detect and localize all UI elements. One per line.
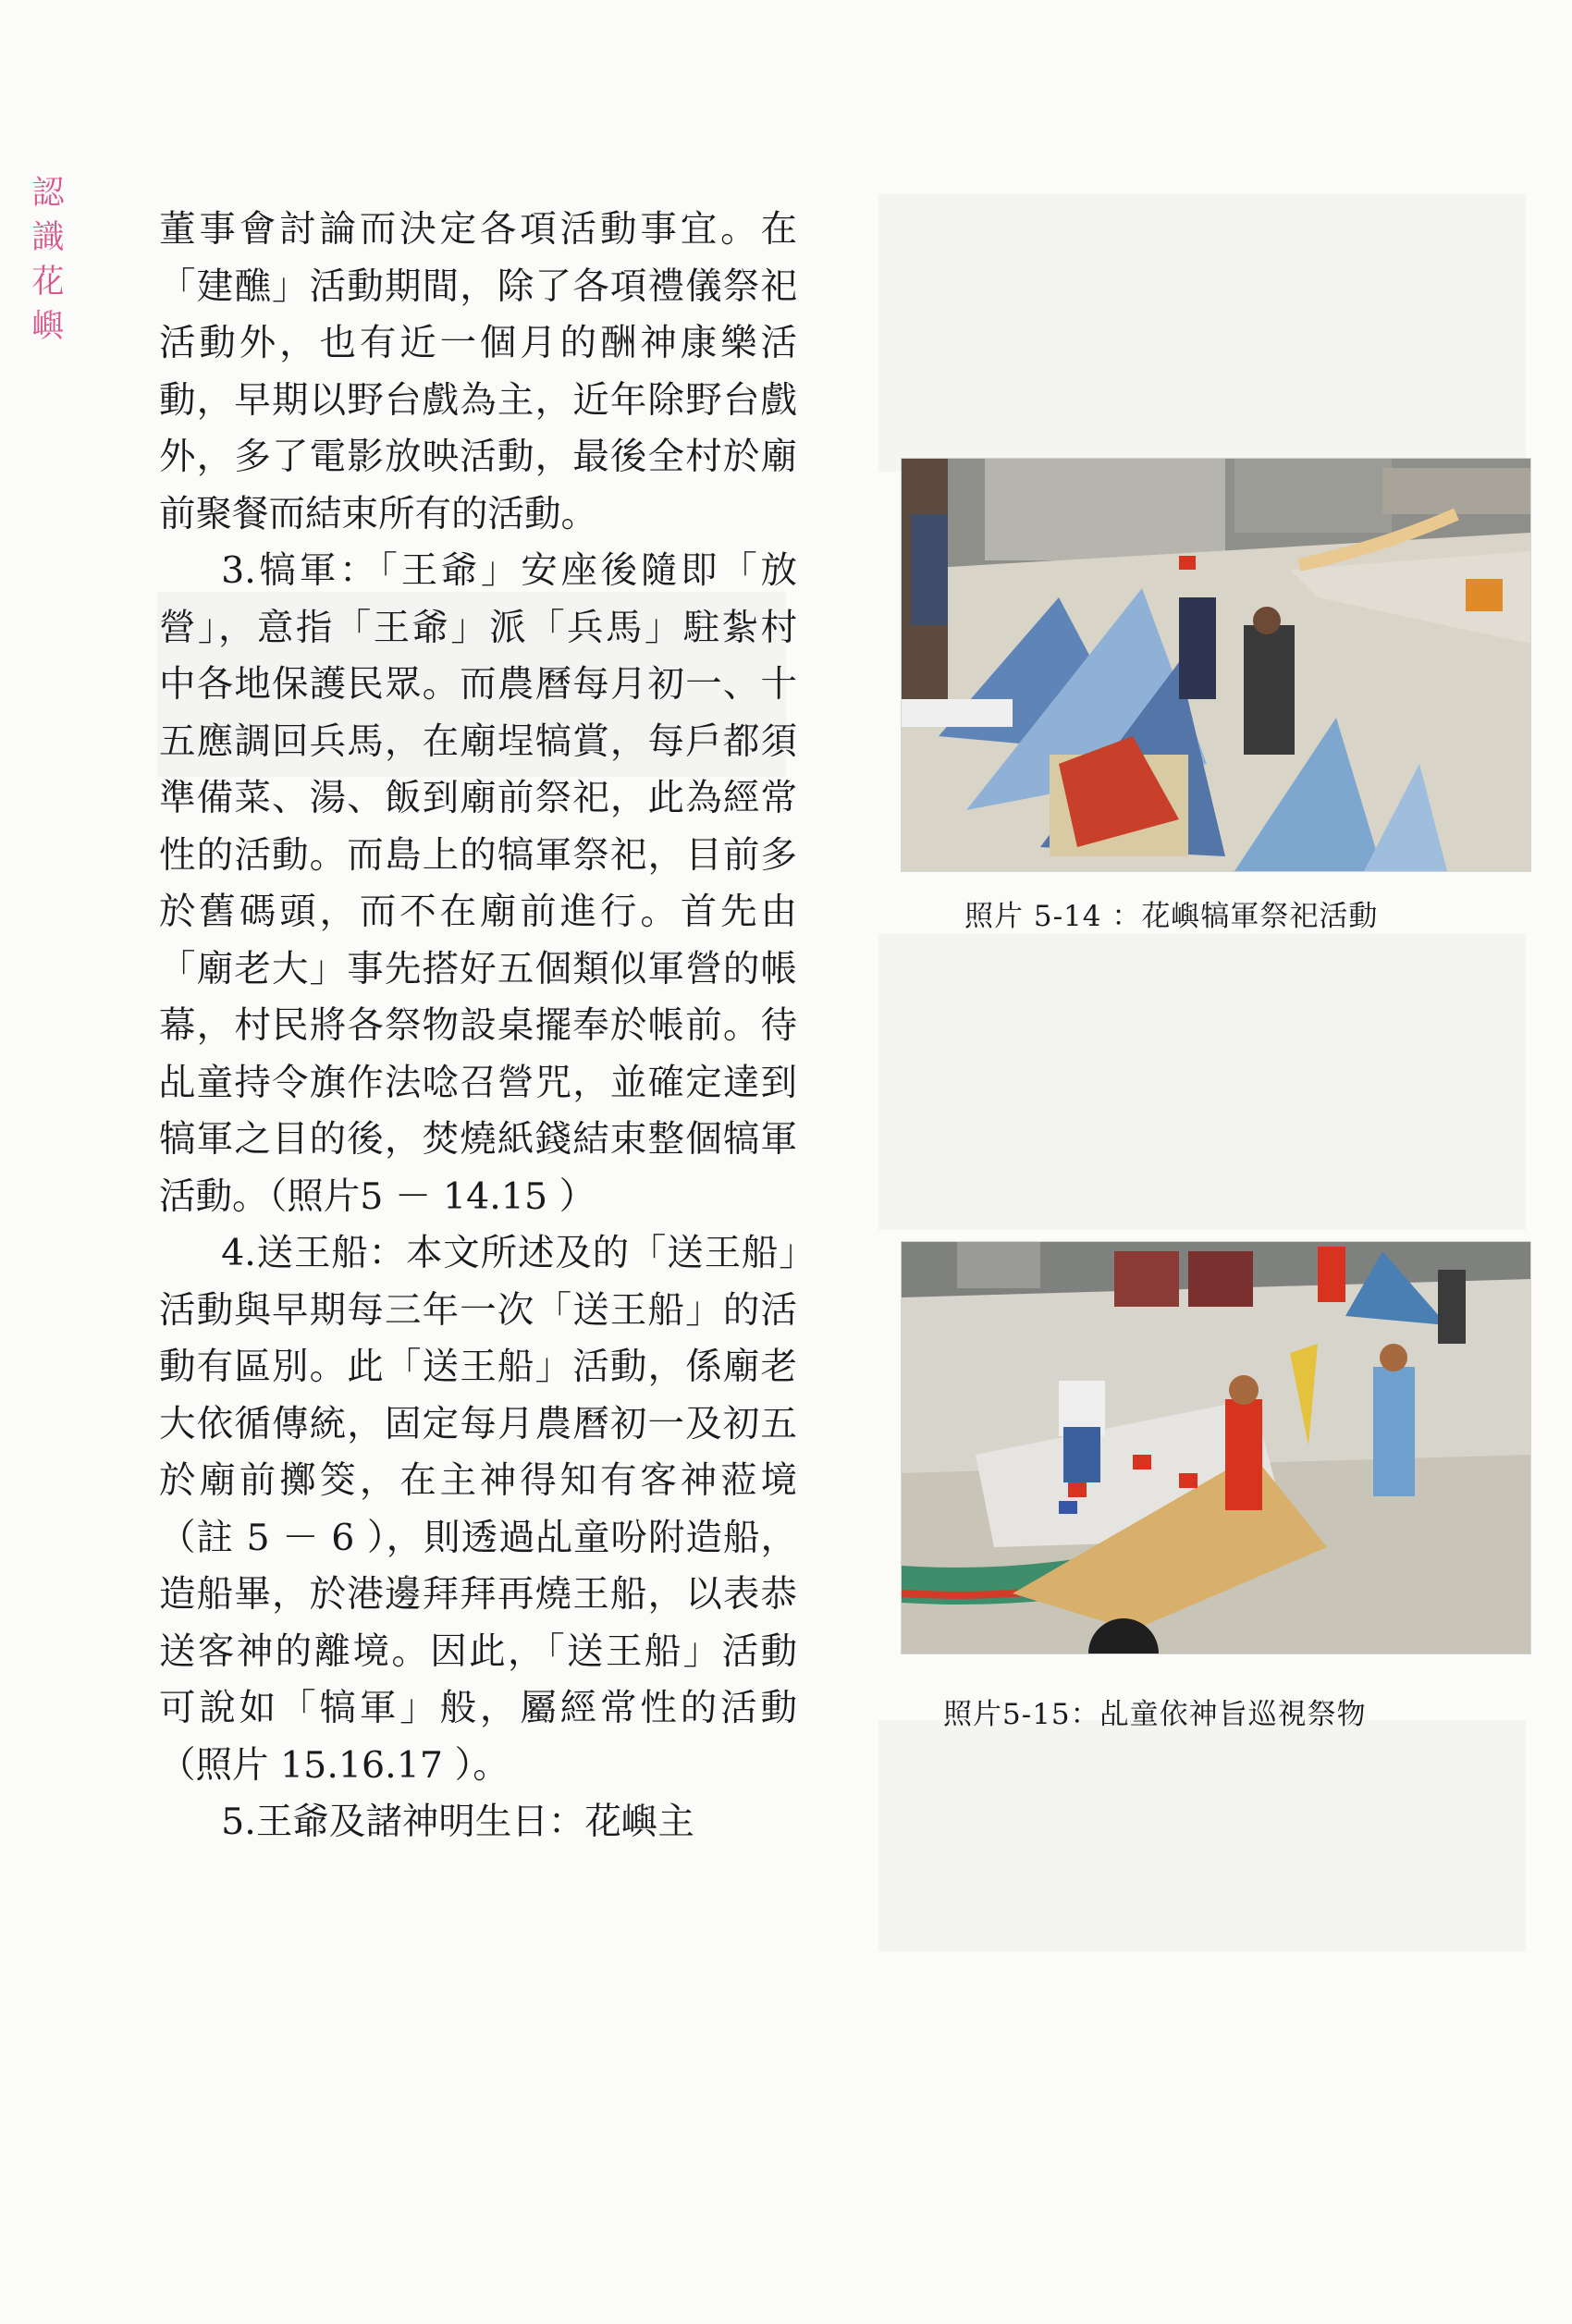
paragraph-birthdays: 5.王爺及諸神明生日：花嶼主 <box>221 1801 694 1843</box>
photo-spirit-medium-image <box>902 1242 1530 1654</box>
paragraph-intro: 董事會討論而決定各項活動事宜。在「建醮」活動期間，除了各項禮儀祭祀活動外，也有近一個月的酬神康樂活動，早期以野台戲為主，近年除野台戲外，多了電影放映活動，最後全村於廟前聚餐而結束所有的活動。 <box>159 208 797 535</box>
side-title-char: 花 <box>31 264 65 301</box>
paragraph-kaojun: 3.犒軍：「王爺」安座後隨即「放營」，意指「王爺」派「兵馬」駐紮村中各地保護民眾。而農曆每月初一、十五應調回兵馬，在廟埕犒賞，每戶都須準備菜、湯、飯到廟前祭祀，此為經常性的活動。而島上的犒軍祭祀，目前多於舊碼頭，而不在廟前進行。首先由「廟老大」事先搭好五個類似軍營的帳幕，村民將各祭物設桌擺奉於帳前。待乩童持令旗作法唸召營咒，並確定達到犒軍之目的後，焚燒紙錢結束整個犒軍活動。（照片5 － 14.15 ） <box>159 549 797 1218</box>
bleed-through <box>878 934 1526 1230</box>
photo-offering-tents-image <box>902 459 1530 871</box>
side-title-char: 認 <box>31 175 65 212</box>
photo-offering-tents <box>902 459 1530 871</box>
bleed-through <box>878 194 1526 472</box>
side-title <box>28 171 68 349</box>
paragraph-wangchuan: 4.送王船：本文所述及的「送王船」活動與早期每三年一次「送王船」的活動有區別。此「送王船」活動，係廟老大依循傳統，固定每月農曆初一及初五於廟前擲筊，在主神得知有客神蒞境（註 5 － 6 ），則透過乩童吩附造船，造船畢，於港邊拜拜再燒王船，以表恭送客神的離境。因此，「送王船」活動可說如「犒軍」般，屬經常性的活動（照片 15.16.17 ）。 <box>159 1232 797 1787</box>
photo-caption-2: 照片5-15：乩童依神旨巡視祭物 <box>943 1698 1367 1731</box>
bleed-through <box>878 1720 1526 1951</box>
photo-spirit-medium <box>902 1242 1530 1654</box>
side-title-char: 識 <box>31 219 65 256</box>
photo-caption-1: 照片 5-14 ：花嶼犒軍祭祀活動 <box>964 900 1379 933</box>
side-title-char: 嶼 <box>31 308 65 345</box>
body-text <box>159 202 797 1851</box>
